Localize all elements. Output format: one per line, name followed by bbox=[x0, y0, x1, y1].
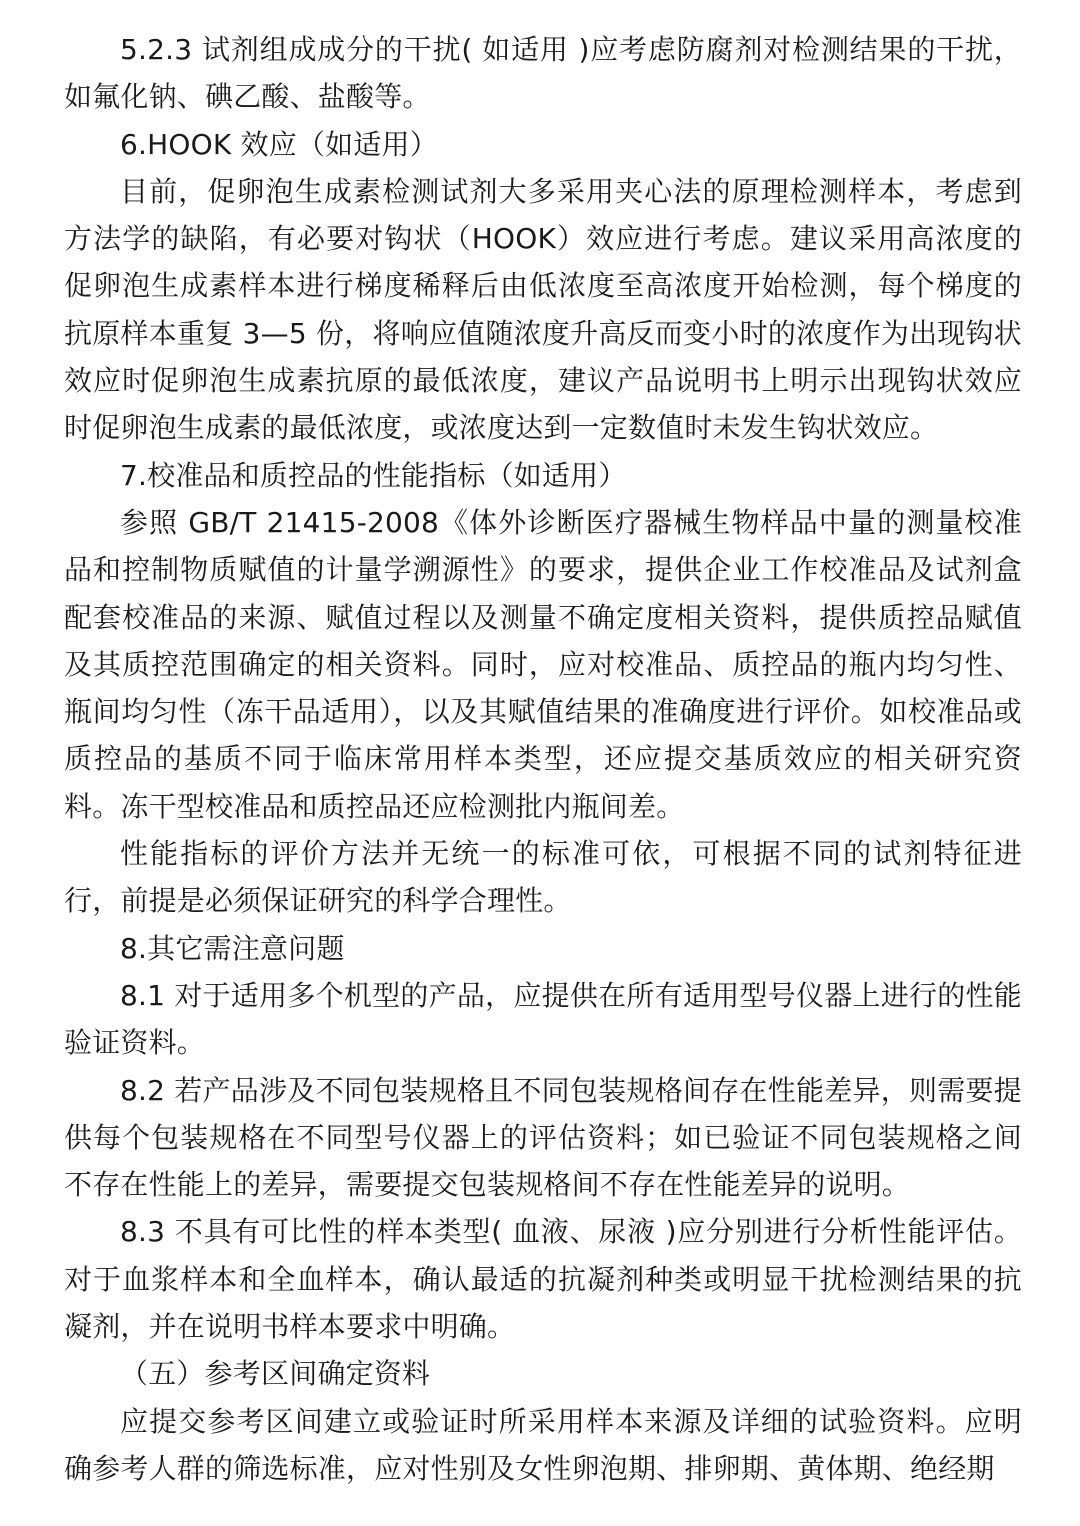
heading-other-issues: 8.其它需注意问题 bbox=[120, 931, 345, 965]
heading-reference-interval: （五）参考区间确定资料 bbox=[120, 1357, 431, 1391]
paragraph-5-2-3-interference: 5.2.3 试剂组成成分的干扰( 如适用 )应考虑防腐剂对检测结果的干扰，如氟化钠、碘乙酸、盐酸等。 bbox=[64, 33, 1022, 114]
paragraph-hook-effect-body: 目前，促卵泡生成素检测试剂大多采用夹心法的原理检测样本，考虑到方法学的缺陷，有必要对钩状（HOOK）效应进行考虑。建议采用高浓度的促卵泡生成素样本进行梯度稀释后由低浓度至高浓度开始检测，每个梯度的抗原样本重复 3—5 份，将响应值随浓度升高反而变小时的浓度作为出现钩状效应时促卵泡生成素抗原的最低浓度，建议产品说明书上明示出现钩状效应时促卵泡生成素的最低浓度，或浓度达到一定数值时未发生钩状效应。 bbox=[64, 174, 1022, 445]
heading-calibrator-performance: 7.校准品和质控品的性能指标（如适用） bbox=[120, 458, 627, 492]
paragraph-reference-interval-body: 应提交参考区间建立或验证时所采用样本来源及详细的试验资料。应明确参考人群的筛选标准，应对性别及女性卵泡期、排卵期、黄体期、绝经期 bbox=[64, 1404, 1022, 1485]
heading-hook-effect: 6.HOOK 效应（如适用） bbox=[120, 127, 438, 161]
paragraph-8-1: 8.1 对于适用多个机型的产品，应提供在所有适用型号仪器上进行的性能验证资料。 bbox=[64, 978, 1022, 1060]
paragraph-8-3: 8.3 不具有可比性的样本类型( 血液、尿液 )应分别进行分析性能评估。对于血浆样本和全血样本，确认最适的抗凝剂种类或明显干扰检测结果的抗凝剂，并在说明书样本要求中明确。 bbox=[64, 1215, 1022, 1344]
paragraph-evaluation-method: 性能指标的评价方法并无统一的标准可依，可根据不同的试剂特征进行，前提是必须保证研究的科学合理性。 bbox=[64, 837, 1022, 918]
document-body bbox=[64, 26, 1022, 1492]
paragraph-calibrator-body: 参照 GB/T 21415-2008《体外诊断医疗器械生物样品中量的测量校准品和控制物质赋值的计量学溯源性》的要求，提供企业工作校准品及试剂盒配套校准品的来源、赋值过程以及测量不确定度相关资料，提供质控品赋值及其质控范围确定的相关资料。同时，应对校准品、质控品的瓶内均匀性、瓶间均匀性（冻干品适用），以及其赋值结果的准确度进行评价。如校准品或质控品的基质不同于临床常用样本类型，还应提交基质效应的相关研究资料。冻干型校准品和质控品还应检测批内瓶间差。 bbox=[64, 505, 1022, 823]
paragraph-8-2: 8.2 若产品涉及不同包装规格且不同包装规格间存在性能差异，则需要提供每个包装规格在不同型号仪器上的评估资料；如已验证不同包装规格之间不存在性能上的差异，需要提交包装规格间不存在性能差异的说明。 bbox=[64, 1073, 1022, 1202]
